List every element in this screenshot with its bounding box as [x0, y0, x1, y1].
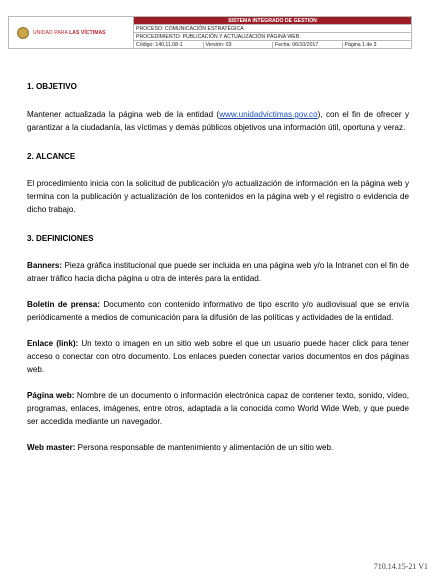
- footer-code: 710.14.15-21 V1: [373, 562, 428, 571]
- logo-cell: [9, 17, 134, 49]
- section-title-objetivo: 1. OBJETIVO: [27, 82, 77, 91]
- definition-boletin: Boletín de prensa: Documento con contenido informativo de tipo escrito y/o audiovisual que se envía periódicamente a medios de comunicación para la difusión de las políticas y actividades de la entidad.: [27, 300, 409, 322]
- system-title: SISTEMA INTEGRADO DE GESTION: [134, 17, 412, 25]
- definition-enlace: Enlace (link): Un texto o imagen en un sitio web sobre el que un usuario puede hacer click para tener acceso o conectar con otro documento. Los enlaces pueden conectar varios documentos en dos páginas web.: [27, 339, 409, 374]
- definition-banners: Banners: Pieza gráfica institucional que puede ser incluida en una página web y/o la Intranet con el fin de atraer tráfico hacia dicha página u otra de interés para la entidad.: [27, 261, 409, 283]
- website-link[interactable]: www.unidadvictimas.gov.co: [219, 110, 318, 119]
- code-label: Código: 140,11,08-1: [134, 42, 204, 48]
- version-label: Versión: 03: [204, 42, 274, 48]
- meta-row: [134, 41, 412, 49]
- definition-webmaster: Web master: Persona responsable de mantenimiento y alimentación de un sitio web.: [27, 443, 334, 452]
- section-title-alcance: 2. ALCANCE: [27, 152, 76, 161]
- process-label: PROCESO: COMUNICACIÓN ESTRATÉGICA: [134, 25, 412, 33]
- objetivo-paragraph: Mantener actualizada la página web de la entidad (www.unidadvictimas.gov.co), con el fin de ofrecer y garantizar a la ciudadanía, las víctimas y demás públicos objetivos una información útil, oportuna y veraz.: [27, 110, 409, 132]
- definition-pagina: Página web: Nombre de un documento o información electrónica capaz de contener texto, sonido, vídeo, programas, enlaces, imágenes, entre otros, adaptada a la conocida como World Wide Web, y que puede ser accedida mediante un navegador.: [27, 391, 409, 426]
- logo-brand: LAS VÍCTIMAS: [69, 29, 106, 36]
- date-label: Fecha: 06/10/2017: [273, 42, 343, 48]
- alcance-paragraph: El procedimiento inicia con la solicitud de publicación y/o actualización de información en la página web y termina con la publicación y actualización de los contenidos en la página web y el registro o evidencia de dicho trabajo.: [27, 179, 409, 214]
- procedure-label: PROCEDIMIENTO: PUBLICACIÓN Y ACTUALIZACIÓN PÁGINA WEB: [134, 33, 412, 41]
- document-header: [8, 16, 412, 49]
- coat-of-arms-icon: [17, 27, 29, 39]
- logo-prefix: UNIDAD PARA: [33, 29, 68, 36]
- page-label: Página 1 de 3: [344, 41, 377, 48]
- section-title-definiciones: 3. DEFINICIONES: [27, 234, 94, 243]
- logo: [11, 19, 131, 47]
- document-body: [27, 80, 409, 454]
